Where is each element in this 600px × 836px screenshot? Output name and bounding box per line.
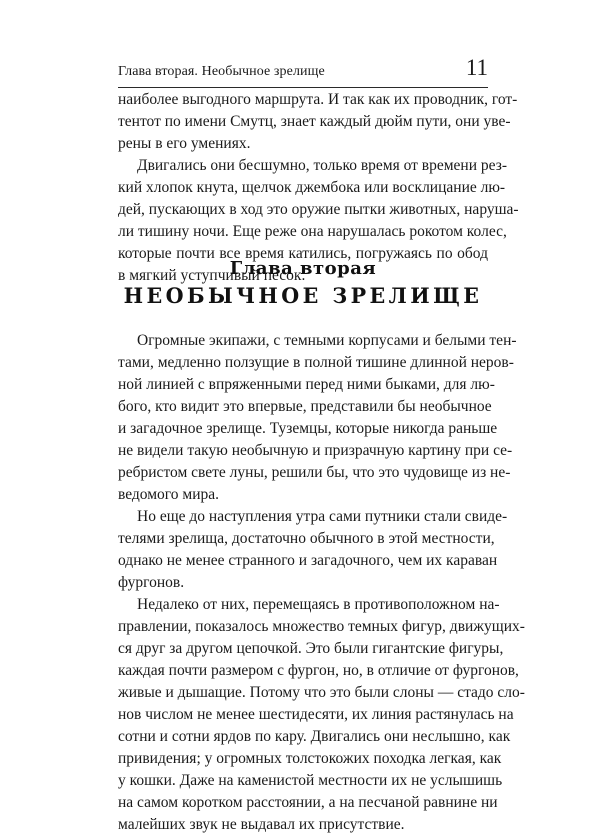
text-line: однако не менее странного и загадочного, чем их караван [118, 552, 498, 569]
text-line: фургонов. [118, 574, 185, 591]
text-line: сотни и сотни ярдов по кару. Двигались они неслышно, как [118, 728, 511, 745]
text-line: Двигались они бесшумно, только время от времени рез- [137, 157, 507, 174]
text-line: у кошки. Даже на каменистой местности их не услышишь [118, 772, 503, 789]
text-line: нов числом не менее шестидесяти, их линия растянулась на [118, 706, 514, 723]
text-line: тентот по имени Смутц, знает каждый дюйм пути, они уве- [118, 113, 511, 130]
text-line: ли тишину ночи. Еще реже она нарушалась рокотом колес, [118, 223, 507, 240]
chapter-title: НЕОБЫЧНОЕ ЗРЕЛИЩЕ [123, 283, 483, 308]
paragraph [118, 330, 517, 506]
text-line: ной линией с впряженными перед ними быками, для лю- [118, 376, 495, 393]
text-line: Огромные экипажи, с темными корпусами и белыми тен- [137, 332, 517, 349]
text-line: живые и дышащие. Потому что это были слоны — стадо сло- [118, 684, 525, 701]
text-line: кий хлопок кнута, щелчок джембока или восклицание лю- [118, 179, 506, 196]
text-line: бого, кто видит это впервые, представили бы необычное [118, 398, 492, 415]
page-number: 11 [465, 55, 488, 80]
header-rule [118, 87, 488, 88]
text-line: Но еще до наступления утра сами путники стали свиде- [137, 508, 508, 525]
paragraph [118, 594, 525, 836]
text-line: на самом коротком расстоянии, а на песчаной равнине ни [118, 794, 498, 811]
text-line: тами, медленно ползущие в полной тишине длинной неров- [118, 354, 514, 371]
text-line: правлении, показалось множество темных фигур, движущих- [118, 618, 525, 635]
paragraph [118, 89, 518, 155]
text-line: ведомого мира. [118, 486, 220, 503]
text-line: ся друг за другом цепочкой. Это были гигантские фигуры, [118, 640, 504, 657]
text-line: привидения; у огромных толстокожих походка легкая, как [118, 750, 502, 767]
text-line: малейших звук не выдавал их присутствие. [118, 816, 405, 833]
text-line: каждая почти размером с фургон, но, в отличие от фургонов, [118, 662, 519, 679]
text-line: рены в его умениях. [118, 135, 251, 152]
text-line: Недалеко от них, перемещаясь в противоположном на- [137, 596, 500, 613]
text-line: и загадочное зрелище. Туземцы, которые никогда раньше [118, 420, 498, 437]
body-text [118, 330, 525, 836]
text-line: телями зрелища, достаточно обычного в этой местности, [118, 530, 495, 547]
running-head [118, 54, 488, 86]
chapter-heading [118, 257, 488, 317]
text-line: дей, пускающих в ход это оружие пытки животных, наруша- [118, 201, 519, 218]
text-line: которые почти все время катились, погружаясь по обод [118, 245, 488, 262]
text-line: не видели такую необычную и призрачную картину при се- [118, 442, 513, 459]
text-line: наиболее выгодного маршрута. И так как их проводник, гот- [118, 91, 518, 108]
text-line: в мягкий уступчивый песок. [118, 267, 306, 284]
chapter-label: Глава вторая [229, 258, 377, 279]
text-line: ребристом свете луны, решили бы, что это чудовище из не- [118, 464, 511, 481]
running-head-title: Глава вторая. Необычное зрелище [118, 64, 325, 79]
paragraph [118, 506, 508, 594]
